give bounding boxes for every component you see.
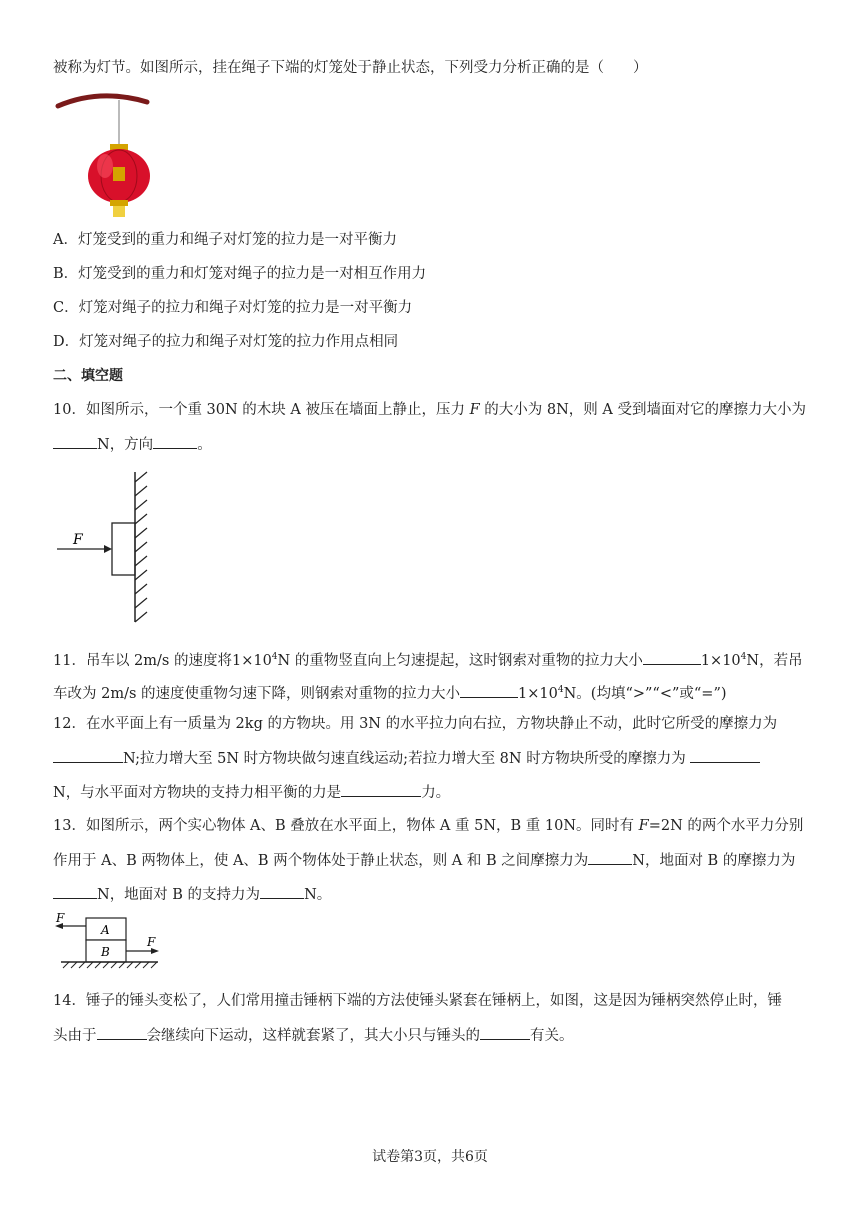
stacked-blocks-figure	[53, 912, 168, 972]
answer-blank	[480, 1025, 530, 1040]
answer-blank	[341, 782, 421, 797]
q9-stem: 被称为灯节。如图所示，挂在绳子下端的灯笼处于静止状态，下列受力分析正确的是（ ）	[53, 60, 648, 76]
q9-option-a: A．灯笼受到的重力和绳子对灯笼的拉力是一对平衡力	[53, 232, 397, 248]
answer-blank	[460, 683, 518, 698]
block-b-label: B	[101, 945, 110, 959]
force-label: F	[56, 912, 65, 925]
force-label: F	[73, 532, 83, 548]
q10-line2: N，方向 。	[53, 434, 212, 455]
answer-blank	[53, 748, 123, 763]
q10-line1: 10．如图所示，一个重 30N 的木块 A 被压在墙面上静止，压力 F 的大小为 8N，则 A 受到墙面对它的摩擦力大小为	[53, 402, 806, 418]
q12-line1: 12．在水平面上有一质量为 2kg 的方物块。用 3N 的水平拉力向右拉，方物块静止不动，此时它所受的摩擦力为	[53, 716, 778, 732]
q9-option-b: B．灯笼受到的重力和灯笼对绳子的拉力是一对相互作用力	[53, 266, 427, 282]
q13-line1: 13．如图所示，两个实心物体 A、B 叠放在水平面上，物体 A 重 5N，B 重 10N。同时有 F=2N 的两个水平力分别	[53, 818, 804, 834]
answer-blank	[153, 434, 197, 449]
answer-blank	[690, 748, 760, 763]
q13-line2: 作用于 A、B 两物体上，使 A、B 两个物体处于静止状态，则 A 和 B 之间摩擦力为 N，地面对 B 的摩擦力为	[53, 850, 795, 871]
answer-blank	[643, 650, 701, 665]
q12-line3: N，与水平面对方物块的支持力相平衡的力是 力。	[53, 782, 450, 803]
q14-line1: 14．锤子的锤头变松了，人们常用撞击锤柄下端的方法使锤头紧套在锤柄上，如图，这是因为锤柄突然停止时，锤	[53, 993, 782, 1009]
force-label: F	[147, 935, 156, 949]
page-footer: 试卷第3页，共6页	[372, 1149, 488, 1165]
block-a-label: A	[101, 923, 110, 937]
section-heading: 二、填空题	[53, 368, 123, 384]
answer-blank	[588, 850, 632, 865]
lantern-figure	[55, 92, 155, 218]
answer-blank	[53, 884, 97, 899]
q11-line1: 11．吊车以 2m/s 的速度将$1\times 10^4N$ 的重物竖直向上匀速提起，这时钢索对重物的拉力大小 $1\times 10^4N$，若吊	[53, 647, 803, 671]
wall-block-figure	[55, 470, 155, 626]
answer-blank	[97, 1025, 147, 1040]
q9-option-c: C．灯笼对绳子的拉力和绳子对灯笼的拉力是一对平衡力	[53, 300, 413, 316]
q12-line2: N;拉力增大至 5N 时方物块做匀速直线运动;若拉力增大至 8N 时方物块所受的摩擦力为	[53, 748, 760, 769]
q13-line3: N，地面对 B 的支持力为 N。	[53, 884, 331, 905]
q14-line2: 头由于 会继续向下运动，这样就套紧了，其大小只与锤头的 有关。	[53, 1025, 574, 1046]
answer-blank	[260, 884, 304, 899]
q9-option-d: D．灯笼对绳子的拉力和绳子对灯笼的拉力作用点相同	[53, 334, 399, 350]
answer-blank	[53, 434, 97, 449]
q11-line2: 车改为 2m/s 的速度使重物匀速下降，则钢索对重物的拉力大小 $1\times 10^4N$。(均填“>”“<”或“=”)	[53, 680, 727, 704]
